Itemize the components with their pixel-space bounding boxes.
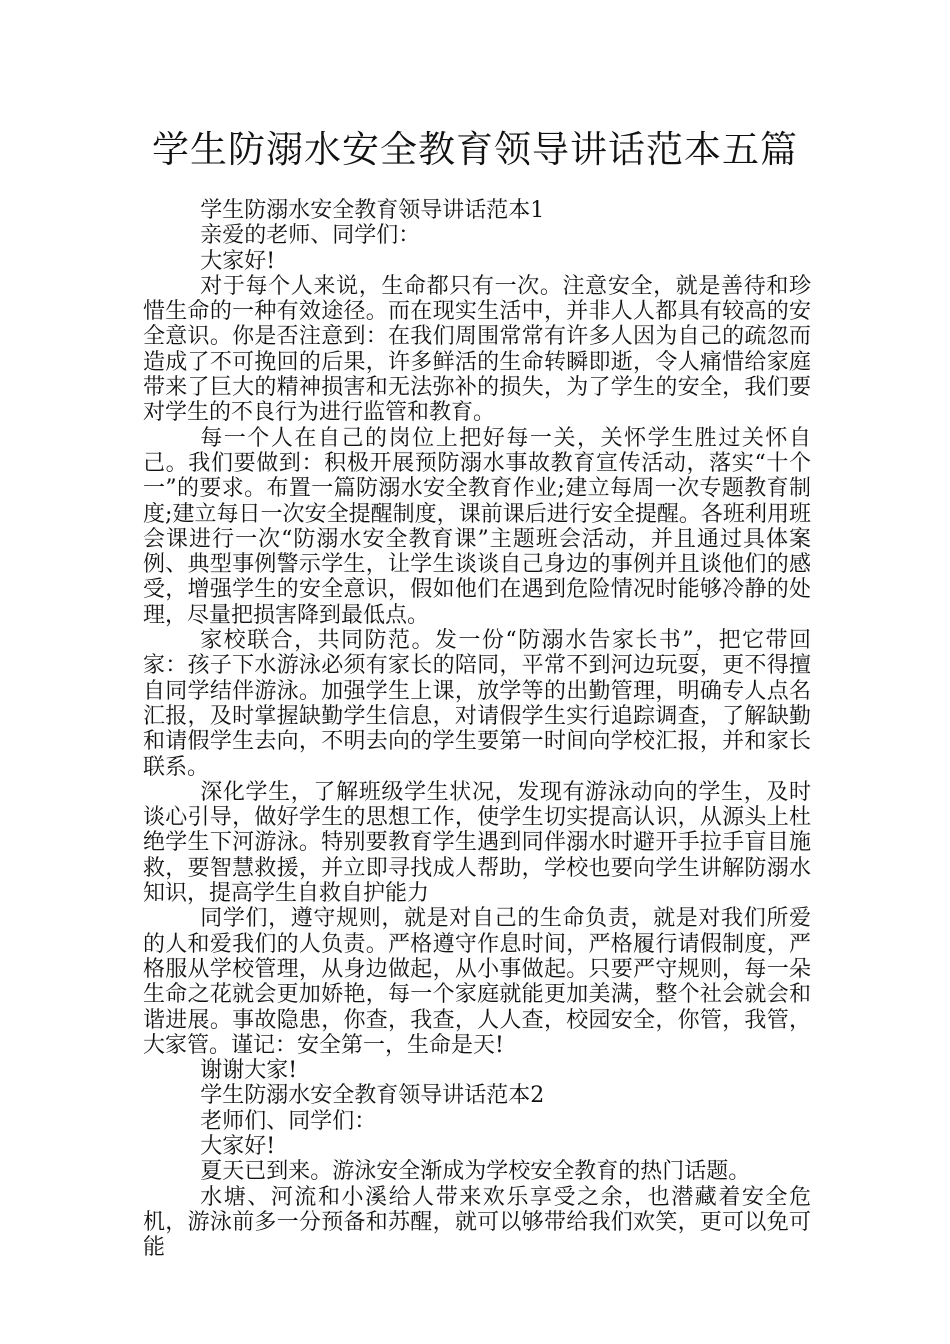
salutation: 亲爱的老师、同学们： bbox=[200, 223, 421, 249]
section-heading-2: 学生防溺水安全教育领导讲话范本2 bbox=[200, 1083, 545, 1109]
section-heading-1: 学生防溺水安全教育领导讲话范本1 bbox=[200, 198, 545, 223]
document-title: 学生防溺水安全教育领导讲话范本五篇 bbox=[152, 128, 798, 171]
salutation: 老师们、同学们： bbox=[200, 1108, 377, 1134]
closing-thanks: 谢谢大家! bbox=[200, 1058, 298, 1084]
body-paragraph: 家校联合，共同防范。发一份“防溺水告家长书”，把它带回家：孩子下水游泳必须有家长的陪同，平常不到河边玩耍，更不得擅自同学结伴游泳。加强学生上课，放学等的出勤管理，明确专人点名汇报，及时掌握缺勤学生信息，对请假学生实行追踪调查，了解缺勤和请假学生去向，不明去向的学生要第一时间向学校汇报，并和家长联系。 bbox=[143, 628, 811, 780]
body-paragraph: 水塘、河流和小溪给人带来欢乐享受之余，也潜藏着安全危机，游泳前多一分预备和苏醒，就可以够带给我们欢笑，更可以免可能 bbox=[143, 1184, 811, 1261]
body-paragraph: 夏天已到来。游泳安全渐成为学校安全教育的热门话题。 bbox=[200, 1159, 751, 1185]
greeting: 大家好! bbox=[200, 248, 276, 274]
greeting: 大家好! bbox=[200, 1133, 276, 1159]
body-paragraph: 同学们，遵守规则，就是对自己的生命负责，就是对我们所爱的人和爱我们的人负责。严格遵守作息时间，严格履行请假制度，严格服从学校管理，从身边做起，从小事做起。只要严守规则，每一朵生命之花就会更加娇艳，每一个家庭就能更加美满，整个社会就会和谐进展。事故隐患，你查，我查，人人查，校园安全，你管，我管，大家管。谨记：安全第一，生命是天! bbox=[143, 906, 811, 1058]
body-paragraph: 对于每个人来说，生命都只有一次。注意安全，就是善待和珍惜生命的一种有效途径。而在现实生活中，并非人人都具有较高的安全意识。你是否注意到：在我们周围常常有许多人因为自己的疏忽而造成了不可挽回的后果，许多鲜活的生命转瞬即逝，令人痛惜给家庭带来了巨大的精神损害和无法弥补的损失，为了学生的安全，我们要对学生的不良行为进行监管和教育。 bbox=[143, 273, 811, 426]
document-body bbox=[143, 198, 811, 1260]
body-paragraph: 每一个人在自己的岗位上把好每一关，关怀学生胜过关怀自己。我们要做到：积极开展预防溺水事故教育宣传活动，落实“十个一”的要求。布置一篇防溺水安全教育作业;建立每周一次专题教育制度;建立每日一次安全提醒制度，课前课后进行安全提醒。各班利用班会课进行一次“防溺水安全教育课”主题班会活动，并且通过具体案例、典型事例警示学生，让学生谈谈自己身边的事例并且谈他们的感受，增强学生的安全意识，假如他们在遇到危险情况时能够冷静的处理，尽量把损害降到最低点。 bbox=[143, 425, 811, 628]
body-paragraph: 深化学生，了解班级学生状况，发现有游泳动向的学生，及时谈心引导，做好学生的思想工作，使学生切实提高认识，从源头上杜绝学生下河游泳。特别要教育学生遇到同伴溺水时避开手拉手盲目施救，要智慧救援，并立即寻找成人帮助，学校也要向学生讲解防溺水知识，提高学生自救自护能力 bbox=[143, 779, 811, 907]
